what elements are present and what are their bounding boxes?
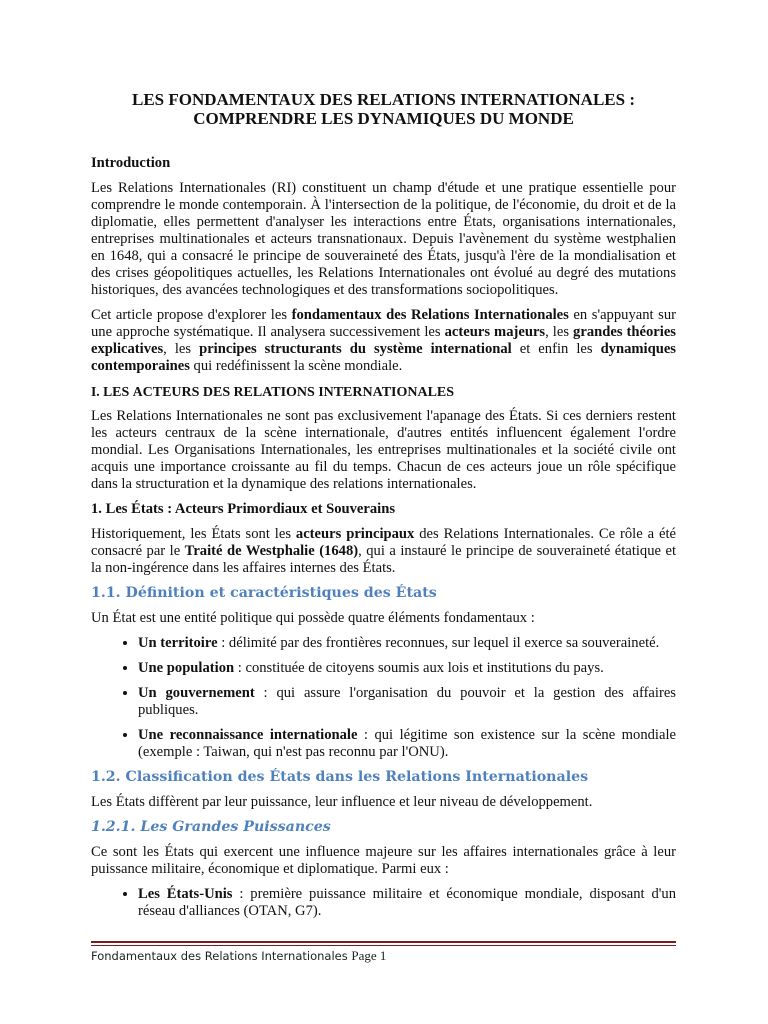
- text-run: : délimité par des frontières reconnues, sur lequel il exerce sa souveraineté.: [217, 635, 660, 651]
- subsection-1-2-paragraph: Les États diffèrent par leur puissance, leur influence et leur niveau de développement.: [91, 794, 593, 810]
- small-caps: CTEURS DES: [142, 385, 234, 400]
- bold-run: Une population: [138, 660, 235, 676]
- document-body: [91, 155, 676, 928]
- bold-run: Une reconnaissance internationale: [138, 727, 358, 743]
- list-item: [138, 685, 676, 719]
- bold-run: dynamiques contemporaines: [91, 341, 676, 374]
- text-run: et enfin les: [511, 341, 601, 357]
- cap-letter: R: [233, 384, 244, 399]
- subsection-1-2-heading: 1.2. Classification des États dans les Relations Internationales: [91, 769, 589, 785]
- bold-run: Les États-Unis: [138, 886, 233, 902]
- subsection-1-2-1-paragraph: Ce sont les États qui exercent une influence majeure sur les affaires internationales grâce à leur puissance militaire, économique et diplomatique. Parmi eux :: [91, 844, 676, 877]
- text-run: Cet article propose d'explorer les: [91, 307, 292, 323]
- title-line-1: LES FONDAMENTAUX DES RELATIONS INTERNATIONALES :: [131, 90, 635, 109]
- section-1-paragraph: Les Relations Internationales ne sont pas exclusivement l'apanage des États. Si ces derniers restent les acteurs centraux de la scène internationale, d'autres entités influencent également l'ordre mondial. Les Organisations Internationales, les entreprises multinationales et la société civile ont acquis une importance croissante au fil du temps. Chacun de ces acteurs joue un rôle spécifique dans la structuration et la dynamique des relations internationales.: [91, 408, 676, 492]
- footer-text: Fondamentaux des Relations Internationales: [91, 949, 348, 963]
- great-powers-list: [91, 886, 676, 920]
- subsection-1-heading: 1. Les États : Acteurs Primordiaux et Souverains: [91, 501, 396, 517]
- section-1-heading: [91, 383, 676, 401]
- bold-run: fondamentaux des Relations Internationales: [291, 307, 569, 323]
- intro-heading: Introduction: [91, 155, 171, 171]
- list-item: [138, 635, 676, 652]
- bold-run: acteurs principaux: [295, 526, 415, 542]
- footer-divider: [91, 941, 676, 943]
- small-caps: ELATIONS: [243, 385, 319, 400]
- page-number: Page 1: [351, 948, 387, 963]
- text-run: : qui assure l'organisation du pouvoir et la gestion des affaires publiques.: [138, 685, 676, 718]
- text-run: , les: [545, 324, 574, 340]
- bold-run: principes structurants du système international: [199, 341, 512, 357]
- subsection-1-1-heading: 1.1. Définition et caractéristiques des États: [91, 585, 437, 601]
- text-run: : qui légitime son existence sur la scène mondiale (exemple : Taiwan, qui n'est pas reconnu par l'ONU).: [138, 727, 676, 760]
- bold-run: Traité de Westphalie (1648): [184, 543, 359, 559]
- title-line-2: COMPRENDRE LES DYNAMIQUES DU MONDE: [193, 109, 574, 128]
- text-run: qui redéfinissent la scène mondiale.: [189, 358, 403, 374]
- intro-paragraph-2: [91, 307, 676, 375]
- list-item: [138, 727, 676, 761]
- cap-letter: I: [318, 384, 324, 399]
- state-elements-list: [91, 635, 676, 761]
- text-run: en s'appuyant sur une approche systématique. Il analysera successivement les: [91, 307, 676, 340]
- page-footer: [91, 948, 386, 964]
- cap-letter: L: [103, 384, 113, 399]
- text-run: Historiquement, les États sont les: [91, 526, 296, 542]
- cap-letter: A: [132, 384, 143, 399]
- small-caps: ES: [112, 385, 133, 400]
- bold-run: grandes théories explicatives: [91, 324, 676, 357]
- subsection-1-2-1-heading: 1.2.1. Les Grandes Puissances: [91, 819, 331, 835]
- bold-run: Un gouvernement: [138, 685, 255, 701]
- text-run: : première puissance militaire et économique mondiale, disposant d'un réseau d'alliances (OTAN, G7).: [138, 886, 677, 919]
- text-run: , qui a instauré le principe de souveraineté étatique et la non-ingérence dans les affaires internes des États.: [91, 543, 677, 576]
- bold-run: Un territoire: [138, 635, 218, 651]
- text-run: , les: [163, 341, 200, 357]
- subsection-1-1-intro: Un État est une entité politique qui possède quatre éléments fondamentaux :: [91, 610, 535, 626]
- small-caps: NTERNATIONALES: [323, 385, 455, 400]
- footer-divider-thin: [91, 945, 676, 946]
- document-title: [91, 90, 676, 128]
- text-run: des Relations Internationales. Ce rôle a été consacré par le: [91, 526, 676, 559]
- bold-run: acteurs majeurs: [444, 324, 546, 340]
- list-item: [138, 660, 676, 677]
- list-item: [138, 886, 676, 920]
- subsection-1-paragraph: [91, 526, 676, 577]
- section-number: I.: [91, 384, 104, 399]
- text-run: : constituée de citoyens soumis aux lois et institutions du pays.: [234, 660, 604, 676]
- intro-paragraph-1: Les Relations Internationales (RI) constituent un champ d'étude et une pratique essentielle pour comprendre le monde contemporain. À l'intersection de la politique, de l'économie, du droit et de la diplomatie, elles permettent d'analyser les interactions entre États, organisations internationales, entreprises multinationales et acteurs transnationaux. Depuis l'avènement du système westphalien en 1648, qui a consacré le principe de souveraineté des États, jusqu'à l'ère de la mondialisation et des crises géopolitiques actuelles, les Relations Internationales ont évolué au degré des mutations historiques, des avancées technologiques et des transformations sociopolitiques.: [91, 180, 676, 298]
